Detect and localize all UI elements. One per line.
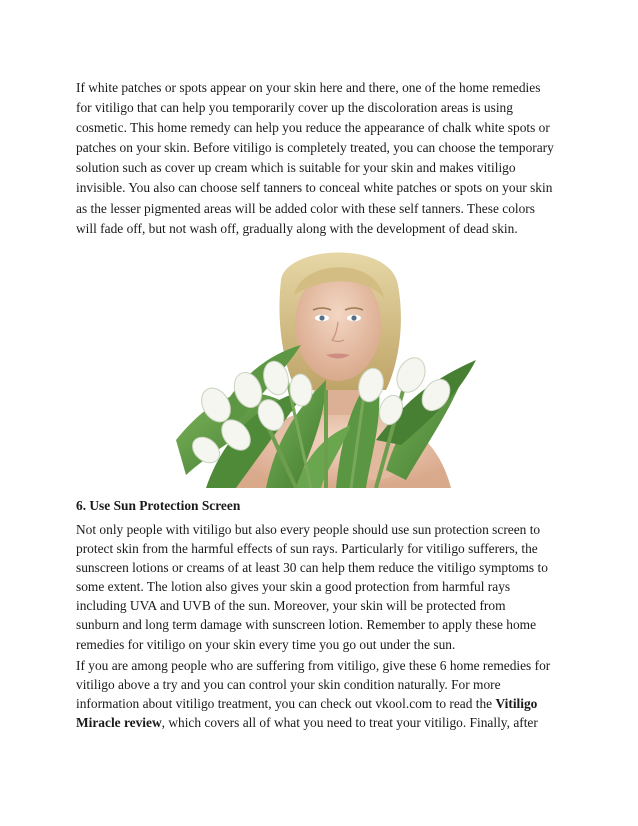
text-run: information about vitiligo treatment, you can check out vkool.com to read the [76, 696, 496, 712]
photo-illustration [176, 240, 490, 488]
text-line: will fade off, but not wash off, gradually along with the development of dead skin. [76, 220, 518, 236]
vitiligo-miracle-link-part: Vitiligo [495, 696, 538, 712]
text-line: If white patches or spots appear on your skin here and there, one of the home remedies [76, 80, 541, 95]
text-run: , which covers all of what you need to treat your vitiligo. Finally, after [161, 715, 538, 731]
text-line: as the lesser pigmented areas will be added color with these self tanners. These colors [76, 200, 535, 216]
text-line [76, 694, 566, 713]
text-line: cosmetic. This home remedy can help you reduce the appearance of chalk white spots or [76, 120, 550, 136]
text-line: sunburn and long term damage with sunscreen lotion. Remember to apply these home [76, 617, 537, 633]
text-line: vitiligo above a try and you can control your skin condition naturally. For more [76, 677, 501, 693]
text-line: invisible. You also can choose self tanners to conceal white patches or spots on your skin [76, 180, 553, 196]
text-line: solution such as cover up cream which is suitable for your skin and makes vitiligo [76, 160, 516, 176]
text-line: remedies for vitiligo on your skin every time you go out under the sun. [76, 636, 456, 652]
closing-paragraph [76, 656, 566, 732]
text-line: Not only people with vitiligo but also every people should use sun protection screen to [76, 522, 541, 537]
text-line: including UVA and UVB of the sun. Moreover, your skin will be protected from [76, 598, 506, 614]
vitiligo-miracle-link-part: Miracle review [76, 715, 162, 731]
text-line: protect skin from the harmful effects of sun rays. Particularly for vitiligo sufferers, the [76, 541, 538, 557]
text-line: patches on your skin. Before vitiligo is completely treated, you can choose the temporary [76, 140, 554, 156]
sun-protection-paragraph [76, 520, 566, 654]
text-line: some extent. The lotion also gives your skin a good protection from harmful rays [76, 579, 511, 595]
text-line: for vitiligo that can help you temporarily cover up the discoloration areas is using [76, 100, 513, 116]
text-line [76, 713, 566, 732]
section-heading: 6. Use Sun Protection Screen [76, 498, 241, 513]
intro-paragraph [76, 78, 566, 239]
text-line: If you are among people who are suffering from vitiligo, give these 6 home remedies for [76, 658, 551, 673]
text-line: sunscreen lotions or creams of at least 30 can help them reduce the vitiligo symptoms to [76, 560, 548, 576]
woman-with-tulips-photo [176, 240, 490, 488]
